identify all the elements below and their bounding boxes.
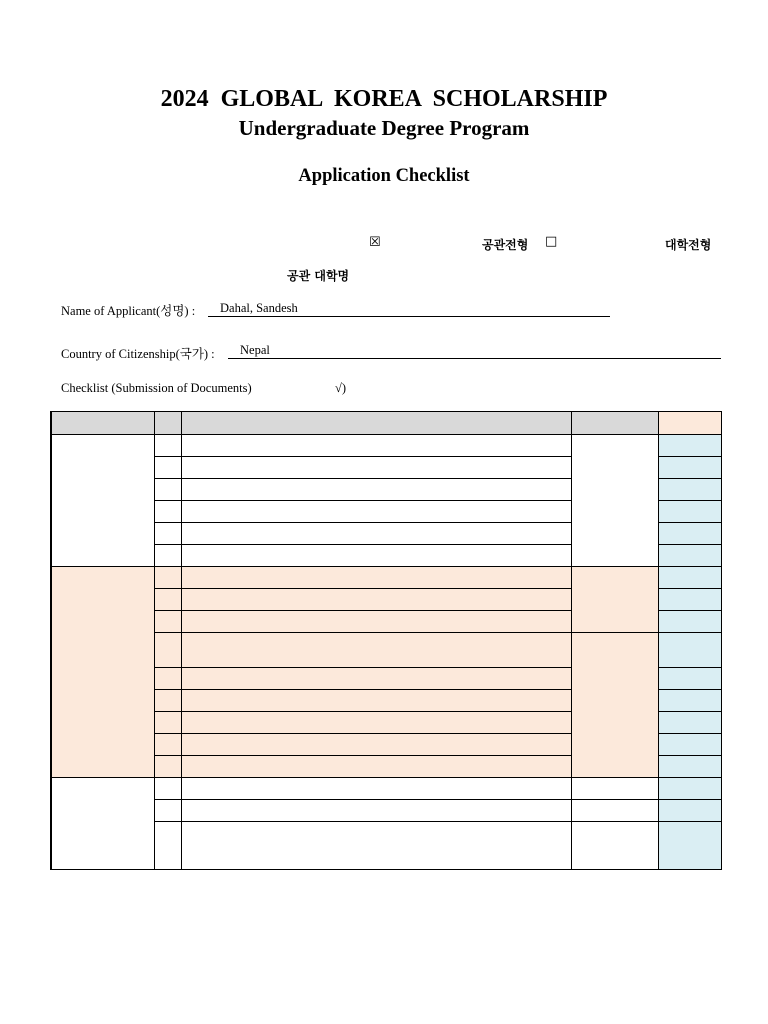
row-number-cell: [154, 457, 181, 479]
check-cell[interactable]: [658, 457, 721, 479]
document-cell: [181, 589, 571, 611]
section-2-category: [51, 567, 154, 778]
check-cell[interactable]: [658, 479, 721, 501]
header-check-cell: [658, 412, 721, 435]
check-cell[interactable]: [658, 589, 721, 611]
check-cell[interactable]: [658, 567, 721, 589]
check-cell[interactable]: [658, 435, 721, 457]
table-row: [51, 567, 721, 589]
header-note-cell: [571, 412, 658, 435]
row-number-cell: [154, 611, 181, 633]
row-number-cell: [154, 822, 181, 870]
citizenship-label: Country of Citizenship(국가) :: [61, 347, 215, 361]
document-cell: [181, 435, 571, 457]
table-header-row: [51, 412, 721, 435]
section-3-category: [51, 778, 154, 870]
document-cell: [181, 611, 571, 633]
check-cell[interactable]: [658, 822, 721, 870]
document-cell: [181, 668, 571, 690]
check-cell[interactable]: [658, 633, 721, 668]
row-number-cell: [154, 523, 181, 545]
row-number-cell: [154, 501, 181, 523]
check-cell[interactable]: [658, 690, 721, 712]
row-number-cell: [154, 589, 181, 611]
row-number-cell: [154, 778, 181, 800]
row-number-cell: [154, 567, 181, 589]
document-cell: [181, 778, 571, 800]
check-cell[interactable]: [658, 668, 721, 690]
document-cell: [181, 822, 571, 870]
note-cell: [571, 822, 658, 870]
document-cell: [181, 545, 571, 567]
row-number-cell: [154, 633, 181, 668]
document-checklist-table: [50, 411, 722, 870]
checkmark-legend: √): [335, 381, 347, 395]
document-cell: [181, 690, 571, 712]
document-cell: [181, 734, 571, 756]
university-track-label: 대학전형: [665, 238, 712, 252]
embassy-university-label: 공관 대학명: [287, 269, 350, 283]
applicant-name-field[interactable]: Dahal, Sandesh: [208, 301, 610, 317]
document-cell: [181, 712, 571, 734]
note-cell: [571, 800, 658, 822]
document-cell: [181, 567, 571, 589]
section-1-category: [51, 435, 154, 567]
check-cell[interactable]: [658, 756, 721, 778]
row-number-cell: [154, 668, 181, 690]
row-number-cell: [154, 435, 181, 457]
row-number-cell: [154, 690, 181, 712]
check-cell[interactable]: [658, 545, 721, 567]
header-category-cell: [51, 412, 154, 435]
program-subtitle: Undergraduate Degree Program: [238, 116, 530, 140]
scholarship-title: 2024 GLOBAL KOREA SCHOLARSHIP: [160, 86, 608, 112]
document-cell: [181, 523, 571, 545]
row-number-cell: [154, 756, 181, 778]
document-cell: [181, 479, 571, 501]
document-cell: [181, 633, 571, 668]
checklist-label: Checklist (Submission of Documents): [61, 381, 252, 395]
check-cell[interactable]: [658, 800, 721, 822]
row-number-cell: [154, 800, 181, 822]
section-2a-note: [571, 567, 658, 633]
document-cell: [181, 800, 571, 822]
embassy-track-label: 공관전형: [482, 238, 529, 252]
header-document-cell: [181, 412, 571, 435]
note-cell: [571, 778, 658, 800]
row-number-cell: [154, 734, 181, 756]
table-row: [51, 778, 721, 800]
citizenship-field[interactable]: Nepal: [228, 343, 721, 359]
row-number-cell: [154, 545, 181, 567]
check-cell[interactable]: [658, 734, 721, 756]
applicant-name-label: Name of Applicant(성명) :: [61, 304, 196, 318]
check-cell[interactable]: [658, 523, 721, 545]
check-cell[interactable]: [658, 611, 721, 633]
check-cell[interactable]: [658, 712, 721, 734]
document-cell: [181, 457, 571, 479]
row-number-cell: [154, 479, 181, 501]
document-cell: [181, 501, 571, 523]
row-number-cell: [154, 712, 181, 734]
checklist-heading: Application Checklist: [298, 166, 470, 186]
check-cell[interactable]: [658, 501, 721, 523]
section-2b-note: [571, 633, 658, 778]
section-1-note: [571, 435, 658, 567]
check-cell[interactable]: [658, 778, 721, 800]
university-track-checkbox[interactable]: □: [545, 234, 558, 249]
header-number-cell: [154, 412, 181, 435]
document-cell: [181, 756, 571, 778]
embassy-track-checkbox[interactable]: ☒: [369, 235, 381, 250]
table-row: [51, 435, 721, 457]
